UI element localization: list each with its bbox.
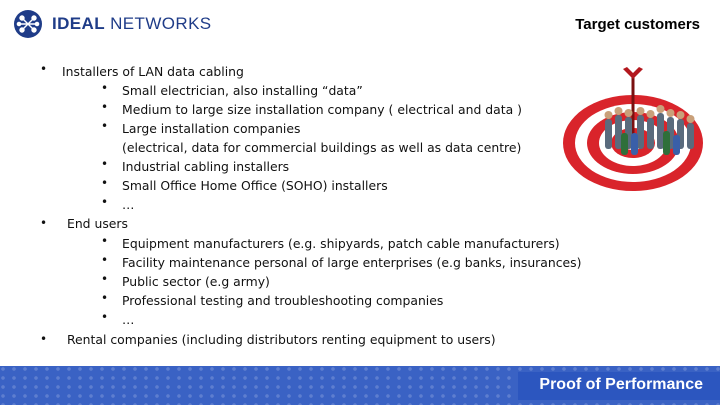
logo-wordmark-rest: NETWORKS <box>105 14 212 33</box>
bullet: • <box>101 81 109 95</box>
bullet: • <box>40 332 48 346</box>
bullet: • <box>101 100 109 114</box>
list-item: Industrial cabling installers <box>122 159 290 174</box>
footer-tagline: Proof of Performance <box>539 376 703 393</box>
list-item: Public sector (e.g army) <box>122 274 270 289</box>
section-label: End users <box>67 216 128 231</box>
bullet: • <box>101 291 109 305</box>
target-crowd-illustration <box>561 63 711 195</box>
list-item: Professional testing and troubleshooting companies <box>122 293 444 308</box>
bullet: • <box>101 253 109 267</box>
ideal-networks-logo <box>13 9 212 39</box>
list-item: Facility maintenance personal of large enterprises (e.g banks, insurances) <box>122 255 582 270</box>
page-title: Target customers <box>575 16 700 33</box>
list-item: Medium to large size installation company ( electrical and data ) <box>122 102 522 117</box>
bullet: • <box>101 157 109 171</box>
bullet: • <box>101 176 109 190</box>
logo-wordmark <box>52 14 212 34</box>
section-label: Rental companies (including distributors renting equipment to users) <box>67 332 496 347</box>
bullet: • <box>40 62 48 76</box>
list-item: Small Office Home Office (SOHO) installers <box>122 178 388 193</box>
list-item: … <box>122 197 135 212</box>
bullet: • <box>101 310 109 324</box>
ideal-networks-logo-icon <box>13 9 43 39</box>
bullet: • <box>101 195 109 209</box>
list-item: Small electrician, also installing “data” <box>122 83 363 98</box>
bullet: • <box>101 234 109 248</box>
list-item: … <box>122 312 135 327</box>
section-label: Installers of LAN data cabling <box>62 64 244 79</box>
bullet: • <box>40 216 48 230</box>
list-item-continuation: (electrical, data for commercial buildings as well as data centre) <box>122 140 522 155</box>
bullet: • <box>101 119 109 133</box>
list-item: Large installation companies <box>122 121 301 136</box>
bullet: • <box>101 272 109 286</box>
logo-wordmark-bold: IDEAL <box>52 14 105 33</box>
list-item: Equipment manufacturers (e.g. shipyards, patch cable manufacturers) <box>122 236 560 251</box>
